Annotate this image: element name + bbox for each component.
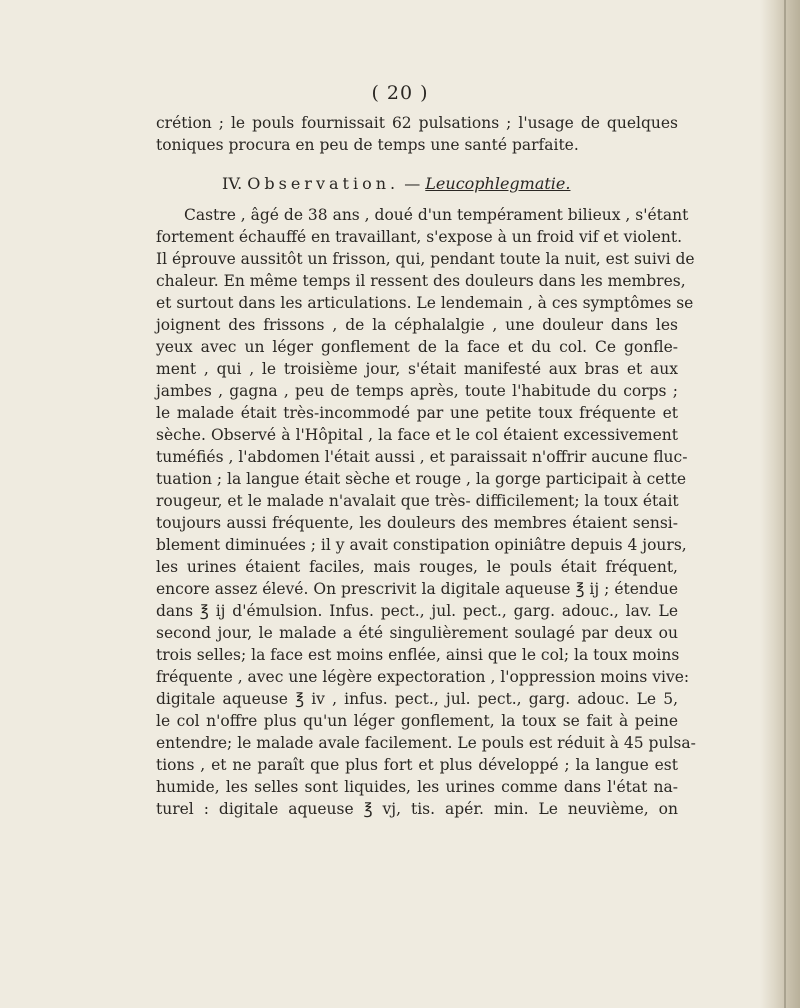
text-line: tions , et ne paraît que plus fort et plus développé ; la langue est xyxy=(156,756,678,774)
text-line: turel : digitale aqueuse ℥ vj, tis. apér. min. Le neuvième, on xyxy=(156,800,678,818)
text-line: jambes , gagna , peu de temps après, toute l'habitude du corps ; xyxy=(156,382,678,400)
page-number: ( 20 ) xyxy=(371,82,429,104)
text-line: le col n'offre plus qu'un léger gonflement, la toux se fait à peine xyxy=(156,712,678,730)
text-line: Castre , âgé de 38 ans , doué d'un tempérament bilieux , s'étant xyxy=(184,206,689,224)
text-line: digitale aqueuse ℥ iv , infus. pect., jul. pect., garg. adouc. Le 5, xyxy=(156,690,678,708)
text-line: sèche. Observé à l'Hôpital , la face et le col étaient excessivement xyxy=(156,426,678,444)
observation-body xyxy=(156,204,696,820)
text-line: fortement échauffé en travaillant, s'expose à un froid vif et violent. xyxy=(156,228,683,246)
text-line: blement diminuées ; il y avait constipation opiniâtre depuis 4 jours, xyxy=(156,536,687,554)
text-line: crétion ; le pouls fournissait 62 pulsations ; l'usage de quelques xyxy=(156,114,678,132)
text-line: les urines étaient faciles, mais rouges, le pouls était fréquent, xyxy=(156,558,678,576)
text-line: trois selles; la face est moins enflée, ainsi que le col; la toux moins xyxy=(156,646,680,664)
page-binding-edge xyxy=(784,0,786,1008)
observation-topic: Leucophlegmatie. xyxy=(425,174,571,193)
observation-label: Observation. xyxy=(247,174,400,193)
text-line: toujours aussi fréquente, les douleurs des membres étaient sensi- xyxy=(156,514,678,532)
text-line: tuméfiés , l'abdomen l'était aussi , et paraissait n'offrir aucune fluc- xyxy=(156,448,688,466)
text-line: chaleur. En même temps il ressent des douleurs dans les membres, xyxy=(156,272,686,290)
text-line: entendre; le malade avale facilement. Le pouls est réduit à 45 pulsa- xyxy=(156,734,696,752)
text-line: joignent des frissons , de la céphalalgie , une douleur dans les xyxy=(156,316,678,334)
text-line: toniques procura en peu de temps une santé parfaite. xyxy=(156,136,579,154)
observation-heading xyxy=(222,164,678,204)
text-line: Il éprouve aussitôt un frisson, qui, pendant toute la nuit, est suivi de xyxy=(156,250,695,268)
text-line: le malade était très-incommodé par une petite toux fréquente et xyxy=(156,404,678,422)
text-line: yeux avec un léger gonflement de la face et du col. Ce gonfle- xyxy=(156,338,678,356)
text-line: rougeur, et le malade n'avalait que très- difficilement; la toux était xyxy=(156,492,679,510)
text-line: ment , qui , le troisième jour, s'était manifesté aux bras et aux xyxy=(156,360,678,378)
text-line: encore assez élevé. On prescrivit la digitale aqueuse ℥ ij ; étendue xyxy=(156,580,678,598)
page-edge-shadow xyxy=(760,0,800,1008)
text-line: fréquente , avec une légère expectoration , l'oppression moins vive: xyxy=(156,668,690,686)
page-text xyxy=(156,112,696,820)
text-line: tuation ; la langue était sèche et rouge , la gorge participait à cette xyxy=(156,470,687,488)
text-line: et surtout dans les articulations. Le lendemain , à ces symptômes se xyxy=(156,294,694,312)
heading-separator: — xyxy=(404,174,421,193)
text-line: second jour, le malade a été singulièrement soulagé par deux ou xyxy=(156,624,678,642)
text-line: dans ℥ ij d'émulsion. Infus. pect., jul. pect., garg. adouc., lav. Le xyxy=(156,602,678,620)
text-line: humide, les selles sont liquides, les urines comme dans l'état na- xyxy=(156,778,678,796)
observation-number: IV. xyxy=(222,174,243,193)
